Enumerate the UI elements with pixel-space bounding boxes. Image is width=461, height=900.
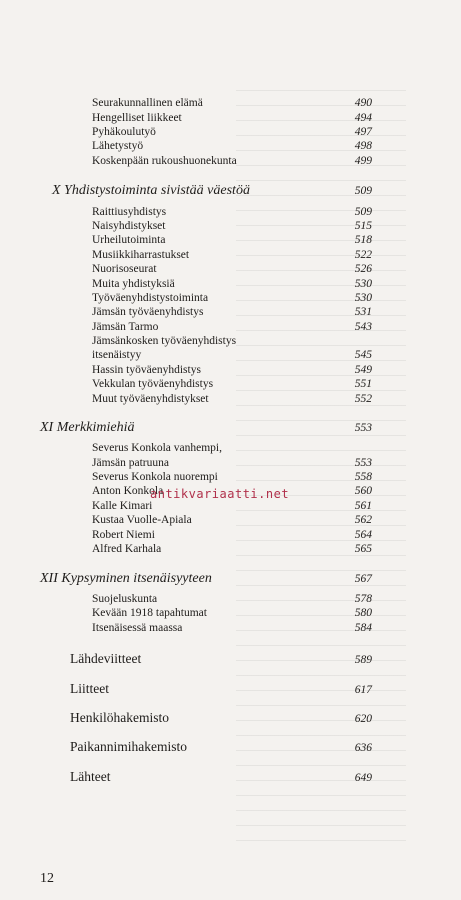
- toc-page-number: 498: [354, 140, 372, 152]
- watermark: antikvariaatti.net: [150, 487, 290, 501]
- toc-row: [92, 456, 372, 471]
- toc-title: Severus Konkola nuorempi: [92, 471, 218, 483]
- toc-title: Musiikkiharrastukset: [92, 249, 190, 261]
- toc-title: XI Merkkimiehiä: [40, 420, 135, 435]
- toc-page-number: 552: [354, 393, 372, 405]
- toc-row: [92, 139, 372, 154]
- toc-title: Paikannimihakemisto: [70, 739, 187, 754]
- toc-page-number: 497: [354, 126, 372, 138]
- toc-row: [70, 651, 372, 667]
- toc-title: Lähetystyö: [92, 140, 144, 152]
- toc-title: Pyhäkoulutyö: [92, 126, 156, 138]
- toc-page-number: 515: [354, 220, 372, 232]
- toc-page-number: 509: [354, 206, 372, 218]
- toc-title: itsenäistyy: [92, 349, 142, 361]
- toc-row: [52, 183, 372, 199]
- toc-row: [92, 377, 372, 392]
- toc-page-number: 584: [354, 622, 372, 634]
- toc-row: [92, 233, 372, 248]
- toc-title: Raittiusyhdistys: [92, 206, 167, 218]
- toc-page-number: 490: [354, 97, 372, 109]
- toc-row: [92, 125, 372, 140]
- toc-row: [70, 769, 372, 785]
- toc-row: [92, 334, 372, 349]
- toc-row: [40, 571, 372, 587]
- toc-title: Liitteet: [70, 681, 109, 696]
- toc-title: Naisyhdistykset: [92, 220, 166, 232]
- toc-title: Hassin työväenyhdistys: [92, 364, 201, 376]
- toc-page-number: 636: [354, 742, 372, 754]
- toc-title: XII Kypsyminen itsenäisyyteen: [40, 571, 212, 586]
- toc-title: Vekkulan työväenyhdistys: [92, 378, 214, 390]
- toc-title: Lähteet: [70, 769, 111, 784]
- page-number: 12: [40, 871, 54, 886]
- toc-page-number: 589: [354, 654, 372, 666]
- toc-row: [92, 528, 372, 543]
- toc-page-number: 553: [354, 457, 372, 469]
- toc-page-number: 565: [354, 543, 372, 555]
- toc-row: [70, 681, 372, 697]
- toc-page-number: 522: [354, 249, 372, 261]
- toc-page-number: 549: [354, 364, 372, 376]
- toc-page-number: 567: [354, 573, 372, 585]
- toc-row: [92, 363, 372, 378]
- toc-page-number: 620: [354, 713, 372, 725]
- toc-title: Suojeluskunta: [92, 593, 158, 605]
- toc-row: [92, 154, 372, 169]
- toc-title: Koskenpään rukoushuonekunta: [92, 155, 237, 167]
- toc-row: [92, 291, 372, 306]
- toc-page-number: 518: [354, 234, 372, 246]
- toc-row: [70, 739, 372, 755]
- toc-row: [92, 320, 372, 335]
- toc-row: [92, 248, 372, 263]
- toc-title: Hengelliset liikkeet: [92, 112, 182, 124]
- toc-title: Robert Niemi: [92, 529, 155, 541]
- toc-row: [40, 420, 372, 436]
- toc-page-number: 578: [354, 593, 372, 605]
- toc-title: Kustaa Vuolle-Apiala: [92, 514, 192, 526]
- toc-page-number: 531: [354, 306, 372, 318]
- toc-title: Muut työväenyhdistykset: [92, 393, 209, 405]
- toc-row: [92, 277, 372, 292]
- toc-page-number: 509: [354, 185, 372, 197]
- toc-page-number: 494: [354, 112, 372, 124]
- toc-page-number: 553: [354, 422, 372, 434]
- toc-page-number: 526: [354, 263, 372, 275]
- toc-row: [92, 542, 372, 557]
- toc-title: Jämsän Tarmo: [92, 321, 159, 333]
- toc-page-number: 564: [354, 529, 372, 541]
- toc-row: [92, 305, 372, 320]
- toc-title: Lähdeviitteet: [70, 651, 142, 666]
- toc-row: [92, 513, 372, 528]
- toc-title: Nuorisoseurat: [92, 263, 157, 275]
- toc-row: [92, 262, 372, 277]
- toc-row: [92, 606, 372, 621]
- toc-page-number: 649: [354, 772, 372, 784]
- toc-page-number: 551: [354, 378, 372, 390]
- toc-title: Alfred Karhala: [92, 543, 162, 555]
- toc-page-number: 530: [354, 278, 372, 290]
- toc-title: Muita yhdistyksiä: [92, 278, 175, 290]
- toc-page-number: 560: [354, 485, 372, 497]
- toc-row: [92, 470, 372, 485]
- toc-title: Urheilutoiminta: [92, 234, 166, 246]
- toc-row: [92, 392, 372, 407]
- toc-page-number: 530: [354, 292, 372, 304]
- toc-title: Kalle Kimari: [92, 500, 153, 512]
- toc-row: [92, 592, 372, 607]
- toc-row: [92, 96, 372, 111]
- toc-row: [92, 219, 372, 234]
- toc-page-number: 499: [354, 155, 372, 167]
- toc-page-number: 543: [354, 321, 372, 333]
- toc-row: [92, 441, 372, 456]
- toc-title: Anton Konkola: [92, 485, 164, 497]
- toc-title: Seurakunnallinen elämä: [92, 97, 203, 109]
- toc-page-number: 562: [354, 514, 372, 526]
- toc-title: Kevään 1918 tapahtumat: [92, 607, 207, 619]
- toc-page-number: 558: [354, 471, 372, 483]
- toc-page-number: 561: [354, 500, 372, 512]
- toc-row: [70, 710, 372, 726]
- toc-page-number: 617: [354, 684, 372, 696]
- toc-row: [92, 111, 372, 126]
- toc-row: [92, 621, 372, 636]
- toc-page-number: 580: [354, 607, 372, 619]
- toc-title: Jämsän patruuna: [92, 457, 169, 469]
- toc-row: [92, 205, 372, 220]
- toc-title: Itsenäisessä maassa: [92, 622, 183, 634]
- toc-title: Jämsänkosken työväenyhdistys: [92, 335, 237, 347]
- toc-title: Henkilöhakemisto: [70, 710, 169, 725]
- toc-row: [92, 499, 372, 514]
- toc-title: X Yhdistystoiminta sivistää väestöä: [52, 183, 250, 198]
- toc-page-number: 545: [354, 349, 372, 361]
- toc-row: [92, 348, 372, 363]
- toc-title: Työväenyhdistystoiminta: [92, 292, 209, 304]
- toc-title: Jämsän työväenyhdistys: [92, 306, 204, 318]
- toc-title: Severus Konkola vanhempi,: [92, 442, 222, 454]
